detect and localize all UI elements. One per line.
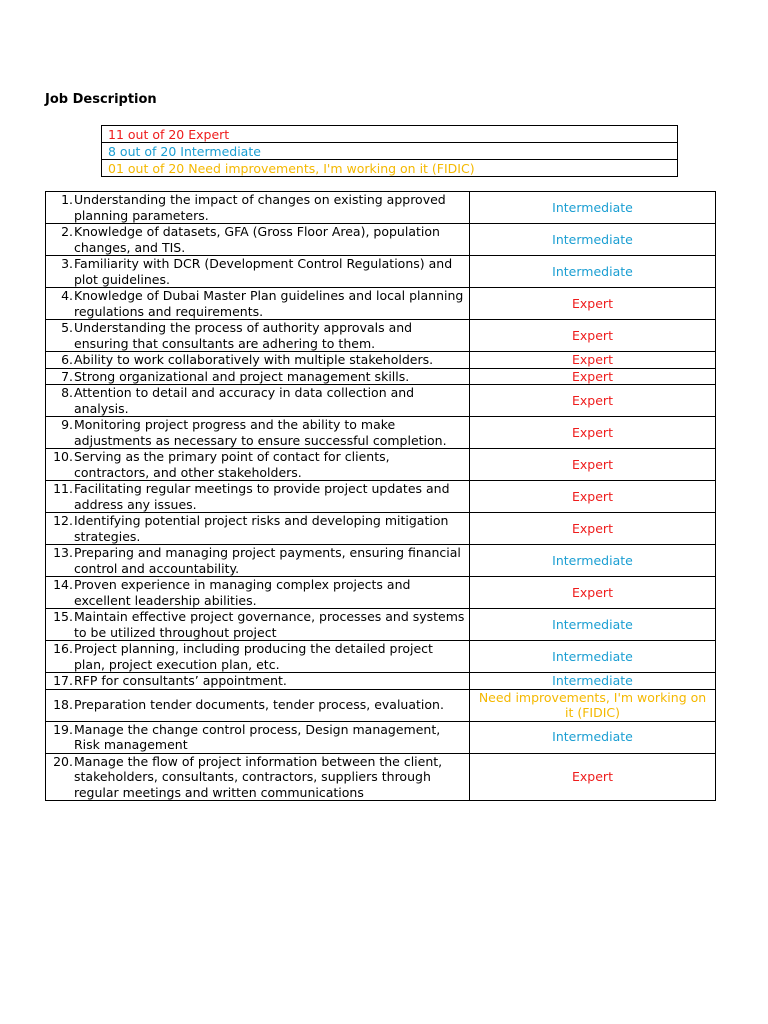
skill-rating: Intermediate bbox=[470, 641, 716, 673]
skill-cell bbox=[46, 481, 470, 513]
table-row bbox=[46, 641, 716, 673]
item-number: 6. bbox=[61, 352, 73, 367]
skill-cell bbox=[46, 545, 470, 577]
skill-description: Preparation tender documents, tender process, evaluation. bbox=[74, 697, 444, 713]
skill-rating: Expert bbox=[470, 481, 716, 513]
skill-cell bbox=[46, 577, 470, 609]
table-row bbox=[46, 288, 716, 320]
item-number: 13. bbox=[53, 545, 73, 560]
skill-description: Knowledge of Dubai Master Plan guidelines and local planning regulations and requirements. bbox=[74, 288, 464, 319]
table-row bbox=[46, 545, 716, 577]
item-number: 17. bbox=[53, 673, 73, 688]
table-row bbox=[46, 721, 716, 753]
item-number: 20. bbox=[53, 753, 73, 769]
skill-description: Maintain effective project governance, processes and systems to be utilized throughout project bbox=[74, 609, 465, 640]
skill-description: Proven experience in managing complex projects and excellent leadership abilities. bbox=[74, 577, 411, 608]
table-row bbox=[46, 577, 716, 609]
item-number: 9. bbox=[61, 417, 73, 432]
skill-rating: Expert bbox=[470, 417, 716, 449]
skill-cell bbox=[46, 352, 470, 369]
skill-rating: Intermediate bbox=[470, 224, 716, 256]
skill-description: Monitoring project progress and the ability to make adjustments as necessary to ensure successful completion. bbox=[74, 417, 447, 448]
skill-rating: Expert bbox=[470, 753, 716, 801]
skill-cell bbox=[46, 753, 470, 801]
skill-rating: Intermediate bbox=[470, 609, 716, 641]
skill-cell bbox=[46, 385, 470, 417]
skill-cell bbox=[46, 256, 470, 288]
skill-description: Manage the flow of project information between the client, stakeholders, consultants, contractors, suppliers through regular meetings and written communications bbox=[74, 753, 443, 800]
skill-rating: Expert bbox=[470, 449, 716, 481]
skill-cell bbox=[46, 641, 470, 673]
summary-row bbox=[102, 160, 678, 177]
skill-rating: Intermediate bbox=[470, 721, 716, 753]
skill-description: Facilitating regular meetings to provide project updates and address any issues. bbox=[74, 481, 450, 512]
skill-description: Understanding the impact of changes on existing approved planning parameters. bbox=[74, 192, 446, 223]
skill-rating: Expert bbox=[470, 320, 716, 352]
skill-cell bbox=[46, 224, 470, 256]
table-row bbox=[46, 609, 716, 641]
table-row bbox=[46, 673, 716, 690]
skill-rating: Expert bbox=[470, 385, 716, 417]
summary-text: 8 out of 20 Intermediate bbox=[102, 143, 678, 160]
skill-cell bbox=[46, 368, 470, 385]
summary-row bbox=[102, 126, 678, 143]
table-row bbox=[46, 352, 716, 369]
item-number: 3. bbox=[61, 256, 73, 271]
table-row bbox=[46, 449, 716, 481]
skill-cell bbox=[46, 609, 470, 641]
skill-rating: Expert bbox=[470, 288, 716, 320]
skill-description: Project planning, including producing the detailed project plan, project execution plan, etc. bbox=[74, 641, 433, 672]
skill-description: Knowledge of datasets, GFA (Gross Floor Area), population changes, and TIS. bbox=[74, 224, 440, 255]
skill-rating: Need improvements, I'm working on it (FIDIC) bbox=[470, 689, 716, 721]
skill-cell bbox=[46, 721, 470, 753]
table-row bbox=[46, 224, 716, 256]
skill-rating: Expert bbox=[470, 577, 716, 609]
skill-rating: Intermediate bbox=[470, 673, 716, 690]
skills-table bbox=[45, 191, 716, 801]
item-number: 19. bbox=[53, 721, 73, 737]
skill-description: Preparing and managing project payments, ensuring financial control and accountability. bbox=[74, 545, 461, 576]
item-number: 7. bbox=[61, 368, 73, 384]
skill-cell bbox=[46, 449, 470, 481]
table-row bbox=[46, 753, 716, 801]
table-row bbox=[46, 385, 716, 417]
skill-description: Familiarity with DCR (Development Control Regulations) and plot guidelines. bbox=[74, 256, 453, 287]
skill-description: Ability to work collaboratively with multiple stakeholders. bbox=[74, 352, 434, 367]
table-row bbox=[46, 417, 716, 449]
summary-text: 01 out of 20 Need improvements, I'm working on it (FIDIC) bbox=[102, 160, 678, 177]
item-number: 2. bbox=[61, 224, 73, 239]
skill-cell bbox=[46, 673, 470, 690]
table-row bbox=[46, 368, 716, 385]
skill-rating: Intermediate bbox=[470, 192, 716, 224]
item-number: 10. bbox=[53, 449, 73, 464]
skill-description: RFP for consultants’ appointment. bbox=[74, 673, 287, 688]
table-row bbox=[46, 513, 716, 545]
skill-rating: Intermediate bbox=[470, 545, 716, 577]
table-row bbox=[46, 256, 716, 288]
item-number: 4. bbox=[61, 288, 73, 303]
item-number: 1. bbox=[61, 192, 73, 207]
summary-row bbox=[102, 143, 678, 160]
item-number: 16. bbox=[53, 641, 73, 656]
skill-description: Strong organizational and project management skills. bbox=[74, 368, 410, 384]
skill-cell bbox=[46, 513, 470, 545]
item-number: 14. bbox=[53, 577, 73, 592]
item-number: 11. bbox=[53, 481, 73, 496]
item-number: 15. bbox=[53, 609, 73, 624]
skill-cell bbox=[46, 689, 470, 721]
skill-description: Serving as the primary point of contact for clients, contractors, and other stakeholders. bbox=[74, 449, 390, 480]
skill-description: Manage the change control process, Design management, Risk management bbox=[74, 721, 441, 752]
skill-rating: Expert bbox=[470, 513, 716, 545]
skill-description: Identifying potential project risks and developing mitigation strategies. bbox=[74, 513, 449, 544]
skill-description: Understanding the process of authority approvals and ensuring that consultants are adhering to them. bbox=[74, 320, 413, 351]
item-number: 8. bbox=[61, 385, 73, 400]
skill-cell bbox=[46, 417, 470, 449]
page-title: Job Description bbox=[45, 92, 157, 107]
skill-cell bbox=[46, 192, 470, 224]
table-row bbox=[46, 481, 716, 513]
skill-description: Attention to detail and accuracy in data collection and analysis. bbox=[74, 385, 415, 416]
skill-rating: Expert bbox=[470, 352, 716, 369]
table-row bbox=[46, 689, 716, 721]
skill-rating: Expert bbox=[470, 368, 716, 385]
table-row bbox=[46, 192, 716, 224]
skill-cell bbox=[46, 288, 470, 320]
item-number: 5. bbox=[61, 320, 73, 335]
table-row bbox=[46, 320, 716, 352]
summary-text: 11 out of 20 Expert bbox=[102, 126, 678, 143]
item-number: 12. bbox=[53, 513, 73, 528]
item-number: 18. bbox=[53, 697, 73, 713]
summary-legend-table bbox=[101, 125, 678, 177]
skill-rating: Intermediate bbox=[470, 256, 716, 288]
skill-cell bbox=[46, 320, 470, 352]
